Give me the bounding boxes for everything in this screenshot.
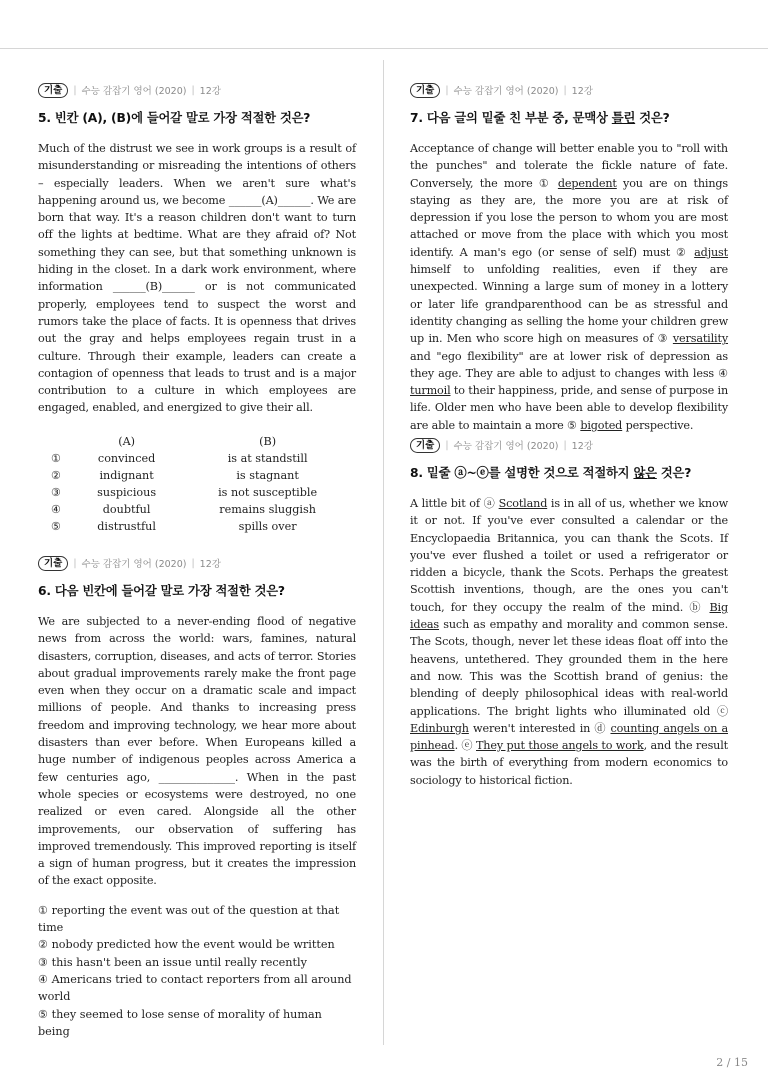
title-text-end: 것은? xyxy=(635,111,670,125)
question-7 xyxy=(410,82,728,434)
exam-tag: 기출 xyxy=(410,83,440,98)
title-text: 8. 밑줄 ⓐ~ⓔ를 설명한 것으로 적절하지 xyxy=(410,466,634,480)
underlined-c: Edinburgh xyxy=(410,721,469,735)
passage-text: perspective. xyxy=(622,418,694,432)
option-5[interactable]: ⑤ they seemed to lose sense of morality of human being xyxy=(38,1007,322,1038)
option-1[interactable]: ① reporting the event was out of the question at that time xyxy=(38,903,340,935)
title-text: 7. 다음 글의 밑줄 친 부분 중, 문맥상 xyxy=(410,111,612,125)
choice-row[interactable] xyxy=(38,518,356,535)
underlined-e: They put those angels to work xyxy=(476,739,644,753)
separator: | xyxy=(563,439,567,451)
separator: | xyxy=(563,84,567,96)
choice-a: distrustful xyxy=(97,519,156,533)
choice-a: convinced xyxy=(97,451,156,465)
passage-text: A little bit of ⓐ xyxy=(410,497,499,510)
lesson-label: 12강 xyxy=(571,441,593,452)
passage-text: is in all of us, whether we know it or not. If you've ever consulted a calendar or the Encyclopaedia Britannica, you can thank the Scots. If you've ever flushed a toilet or used a refrigerator or ridden a bicycle, thank the Scots. Perhaps the greatest Scottish inventions, though, are the ones you can't touch, for they occupy the realm of the mind. ⓑ xyxy=(410,497,728,614)
source-row xyxy=(38,82,356,98)
question-title: 5. 빈칸 (A), (B)에 들어갈 말로 가장 적절한 것은? xyxy=(38,111,311,125)
choice-row[interactable] xyxy=(38,467,356,484)
separator: | xyxy=(445,439,449,451)
question-passage: Much of the distrust we see in work groups is a result of misunderstanding or misreading the intentions of others – especially leaders. When we aren't sure what's happening around us, we become ______(A)______. We are born that way. It's a reason children don't want to turn off the lights at bedtime. What are they afraid of? Not something they can see, but that something unknown is hiding in the closet. In a dark work environment, where information ______(B)______ or is not communicated properly, employees tend to suspect the worst and rumors take the place of facts. It is openness that drives out the gray and helps employees regain trust in a culture. Through their example, leaders can create a contagion of openness that leads to trust and is a major contribution to a culture in which employees are engaged, enabled, and energized to give their all. xyxy=(38,142,356,415)
choice-a: indignant xyxy=(99,468,154,482)
choice-a: suspicious xyxy=(97,485,157,499)
answer-choices-table xyxy=(38,433,356,535)
question-8 xyxy=(410,437,728,789)
underlined-1: dependent xyxy=(557,176,617,190)
title-emphasis: 않은 xyxy=(633,466,657,480)
question-title xyxy=(410,108,728,126)
header-a: (A) xyxy=(118,434,136,448)
source-row xyxy=(410,437,728,453)
source-label: 수능 감잡기 영어 (2020) xyxy=(81,86,187,97)
separator: | xyxy=(73,557,77,569)
choice-b: is stagnant xyxy=(236,468,299,482)
choice-b: is at standstill xyxy=(227,451,308,465)
lesson-label: 12강 xyxy=(571,86,593,97)
passage-text: and "ego flexibility" are at lower risk of depression as they age. They are able to adjust to changes with less ④ xyxy=(410,349,728,380)
question-title xyxy=(410,463,728,481)
passage-text: Acceptance of change will better enable you to "roll with the punches" and tolerate the fickle nature of fate. Conversely, the more ① xyxy=(410,142,728,190)
title-emphasis: 틀린 xyxy=(611,111,636,125)
title-text-end: 것은? xyxy=(656,466,692,480)
choice-b: remains sluggish xyxy=(219,502,316,516)
header-b: (B) xyxy=(259,434,277,448)
option-3[interactable]: ③ this hasn't been an issue until really recently xyxy=(38,955,307,969)
underlined-b: Big ideas xyxy=(410,600,728,632)
column-divider xyxy=(383,60,384,1045)
choice-number: ③ xyxy=(50,485,62,499)
question-passage xyxy=(410,140,728,434)
exam-tag: 기출 xyxy=(38,83,68,98)
passage-text: himself to unfolding realities, even if they are unexpected. Winning a large sum of money in a lottery or later life grandparenthood can be as stressful and identity changing as selling the home your children grew up in. Men who score high on measures of ③ xyxy=(410,263,728,346)
source-label: 수능 감잡기 영어 (2020) xyxy=(81,559,187,570)
question-6 xyxy=(38,555,356,1040)
lesson-label: 12강 xyxy=(199,86,221,97)
passage-text: you are on things staying as they are, the more you are at risk of depression if you lose the person to whom you are most attached or move from the place with which you most identify. A man's ego (or sense of self) must ② xyxy=(410,176,728,259)
page-number: 2 / 15 xyxy=(716,1056,748,1069)
option-2[interactable]: ② nobody predicted how the event would be written xyxy=(38,938,335,952)
separator: | xyxy=(191,557,195,569)
question-5 xyxy=(38,82,356,535)
exam-tag: 기출 xyxy=(410,438,440,453)
question-passage: We are subjected to a never-ending flood of negative news from across the world: wars, famines, natural disasters, corruption, diseases, and acts of terror. Stories about gradual improvements rarely make the front page even when they occur on a dramatic scale and impact millions of people. And thanks to increasing press freedom and improving technology, we hear more about disasters than ever before. When Europeans killed a huge number of indigenous peoples across America a few centuries ago, ______________. When in the past whole species or ecosystems were destroyed, no one realized or even cared. Alongside all the other improvements, our observation of suffering has improved tremendously. This improved reporting is itself a sign of human progress, but it creates the impression of the exact opposite. xyxy=(38,615,356,888)
choice-row[interactable] xyxy=(38,501,356,518)
question-passage xyxy=(410,495,728,789)
source-row xyxy=(38,555,356,571)
passage-text: , and the result was the birth of everything from modern economics to sociology to historical fiction. xyxy=(410,739,728,787)
exam-tag: 기출 xyxy=(38,556,68,571)
underlined-5: bigoted xyxy=(580,418,623,432)
choice-row[interactable] xyxy=(38,484,356,501)
underlined-a: Scotland xyxy=(498,497,548,510)
option-4[interactable]: ④ Americans tried to contact reporters from all around world xyxy=(38,972,352,1004)
choice-number: ② xyxy=(50,468,62,482)
passage-text: weren't interested in ⓓ xyxy=(468,721,611,735)
choice-number: ① xyxy=(50,451,62,465)
underlined-3: versatility xyxy=(672,332,728,346)
source-label: 수능 감잡기 영어 (2020) xyxy=(453,86,559,97)
choice-number: ④ xyxy=(50,502,62,516)
question-title: 6. 다음 빈칸에 들어갈 말로 가장 적절한 것은? xyxy=(38,584,285,598)
choice-a: doubtful xyxy=(102,502,151,516)
underlined-2: adjust xyxy=(694,245,728,259)
source-row xyxy=(410,82,728,98)
separator: | xyxy=(73,84,77,96)
separator: | xyxy=(191,84,195,96)
separator: | xyxy=(445,84,449,96)
answer-options xyxy=(38,902,356,1040)
underlined-4: turmoil xyxy=(410,384,451,398)
passage-text: such as empathy and morality and common sense. The Scots, though, never let these ideas float off into the heavens, untethered. They grounded them in the here and now. This was the Scottish brand of genius: the blending of deeply philosophical ideas with real-world applications. The bright lights who illuminated old ⓒ xyxy=(410,618,728,718)
choice-row[interactable] xyxy=(38,450,356,467)
choice-b: spills over xyxy=(238,519,297,533)
lesson-label: 12강 xyxy=(199,559,221,570)
choice-b: is not susceptible xyxy=(218,485,318,499)
source-label: 수능 감잡기 영어 (2020) xyxy=(453,441,559,452)
choices-header-row xyxy=(38,433,356,450)
underlined-d: counting angels on a pinhead xyxy=(410,721,728,753)
header-divider xyxy=(0,48,768,49)
choice-number: ⑤ xyxy=(50,519,62,533)
passage-text: to their happiness, pride, and sense of purpose in life. Older men who have been able to develop flexibility are able to maintain a more ⑤ xyxy=(410,384,729,432)
passage-text: . ⓔ xyxy=(454,739,476,753)
